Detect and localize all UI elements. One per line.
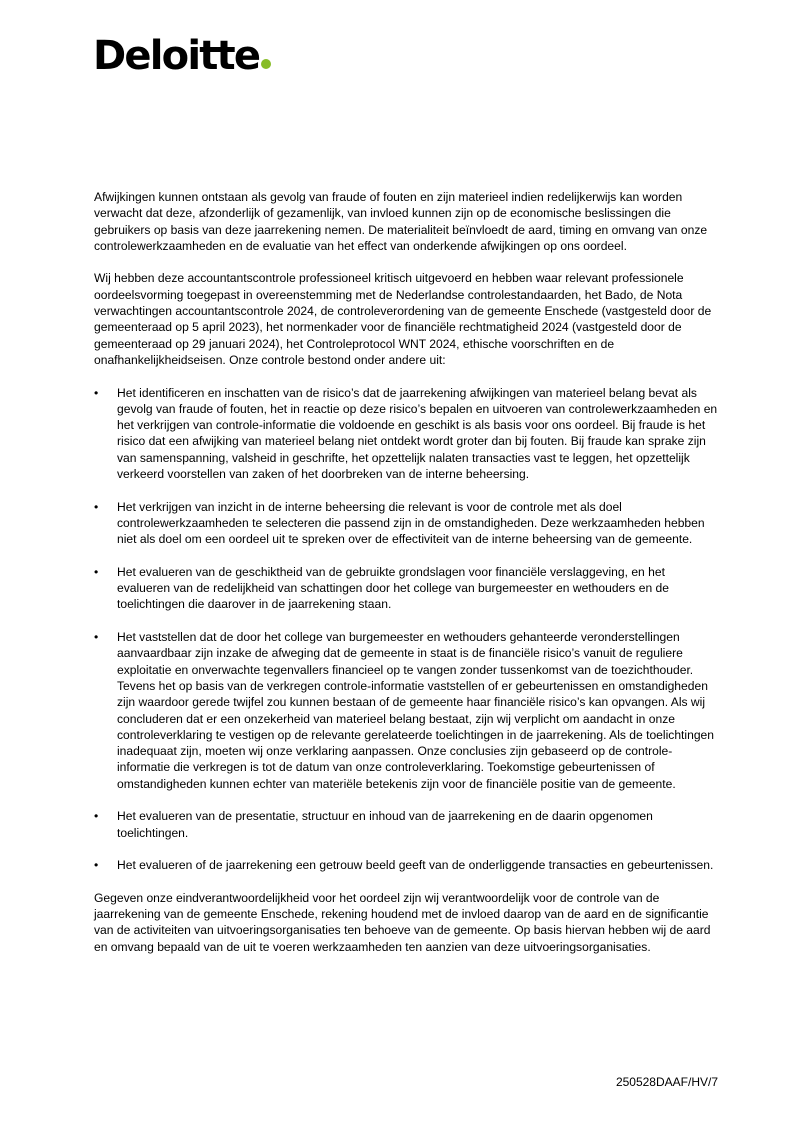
list-item-text: Het identificeren en inschatten van de risico’s dat de jaarrekening afwijkingen van materieel belang bevat als gevolg van fraude of fouten, het in reactie op deze risico’s bepalen en uitvoeren van controlewerkzaamheden en het verkrijgen van controle-informatie die voldoende en geschikt is als basis voor ons oordeel. Bij fraude is het risico dat een afwijking van materieel belang niet ontdekt wordt groter dan bij fouten. Bij fraude kan sprake zijn van samenspanning, valsheid in geschrifte, het opzettelijk nalaten transacties vast te leggen, het opzettelijk verkeerd voorstellen van zaken of het doorbreken van de interne beheersing. bbox=[117, 385, 718, 482]
audit-procedures-list bbox=[94, 385, 720, 874]
bullet-icon: • bbox=[94, 809, 99, 824]
list-item-text: Het vaststellen dat de door het college van burgemeester en wethouders gehanteerde veronderstellingen aanvaardbaar zijn inzake de afweging dat de gemeente in staat is de financiële risico’s vanuit de reguliere exploitatie en onverwachte tegenvallers financieel op te vangen zonder tussenkomst van de toezichthouder. Tevens het op basis van de verkregen controle-informatie vaststellen of er gebeurtenissen en omstandigheden zijn waardoor gerede twijfel zou kunnen bestaan of de gemeente haar financiële risico’s kan opvangen. Als wij concluderen dat er een onzekerheid van materieel belang bestaat, zijn wij verplicht om aandacht in onze controleverklaring te vestigen op de relevante gerelateerde toelichtingen in de jaarrekening. Als de toelichtingen inadequaat zijn, moeten wij onze verklaring aanpassen. Onze conclusies zijn gebaseerd op de controle-informatie die verkregen is tot de datum van onze controleverklaring. Toekomstige gebeurtenissen of omstandigheden kunnen echter van materiële betekenis zijn voor de financiële positie van de gemeente. bbox=[117, 630, 715, 791]
bullet-icon: • bbox=[94, 564, 99, 579]
bullet-icon: • bbox=[94, 858, 99, 873]
logo-green-dot bbox=[261, 59, 271, 69]
list-item bbox=[94, 385, 720, 483]
deloitte-logo bbox=[93, 33, 271, 79]
logo-text: Deloitte bbox=[93, 33, 260, 79]
list-item bbox=[94, 629, 720, 792]
list-item-text: Het evalueren of de jaarrekening een getrouw beeld geeft van de onderliggende transacties en gebeurtenissen. bbox=[117, 858, 714, 873]
bullet-icon: • bbox=[94, 630, 99, 645]
document-reference: 250528DAAF/HV/7 bbox=[615, 1075, 718, 1089]
list-item-text: Het evalueren van de geschiktheid van de gebruikte grondslagen voor financiële verslaggeving, en het evalueren van de redelijkheid van schattingen door het college van burgemeester en wethouders en de toelichtingen die daarover in de jaarrekening staan. bbox=[117, 564, 669, 612]
list-item bbox=[94, 808, 720, 841]
document-body bbox=[94, 189, 720, 971]
list-item bbox=[94, 857, 720, 873]
bullet-icon: • bbox=[94, 499, 99, 514]
list-item-text: Het verkrijgen van inzicht in de interne beheersing die relevant is voor de controle met als doel controlewerkzaamheden te selecteren die passend zijn in de omstandigheden. Deze werkzaamheden hebben niet als doel om een oordeel uit te spreken over de effectiviteit van de interne beheersing van de gemeente. bbox=[117, 499, 705, 547]
paragraph-group-audit: Gegeven onze eindverantwoordelijkheid voor het oordeel zijn wij verantwoordelijk voor de controle van de jaarrekening van de gemeente Enschede, rekening houdend met de invloed daarop van de aard en de significantie van de activiteiten van uitvoeringsorganisaties ten behoeve van de gemeente. Op basis hiervan hebben wij de aard en omvang bepaald van de uit te voeren werkzaamheden ten aanzien van deze uitvoeringsorganisaties. bbox=[94, 890, 711, 954]
list-item-text: Het evalueren van de presentatie, structuur en inhoud van de jaarrekening en de daarin opgenomen toelichtingen. bbox=[117, 809, 653, 840]
bullet-icon: • bbox=[94, 385, 99, 400]
paragraph-audit-approach: Wij hebben deze accountantscontrole professioneel kritisch uitgevoerd en hebben waar relevant professionele oordeelsvorming toegepast in overeenstemming met de Nederlandse controlestandaarden, het Bado, de Nota verwachtingen accountantscontrole 2024, de controleverordening van de gemeente Enschede (vastgesteld door de gemeenteraad op 5 april 2023), het normenkader voor de financiële rechtmatigheid 2024 (vastgesteld door de gemeenteraad op 29 januari 2024), het Controleprotocol WNT 2024, ethische voorschriften en de onafhankelijkheidseisen. Onze controle bestond onder andere uit: bbox=[94, 271, 712, 367]
paragraph-materiality: Afwijkingen kunnen ontstaan als gevolg van fraude of fouten en zijn materieel indien redelijkerwijs kan worden verwacht dat deze, afzonderlijk of gezamenlijk, van invloed kunnen zijn op de economische beslissingen die gebruikers op basis van deze jaarrekening nemen. De materialiteit beïnvloedt de aard, timing en omvang van onze controlewerkzaamheden en de evaluatie van het effect van onderkende afwijkingen op ons oordeel. bbox=[94, 190, 708, 253]
list-item bbox=[94, 564, 720, 613]
list-item bbox=[94, 499, 720, 548]
